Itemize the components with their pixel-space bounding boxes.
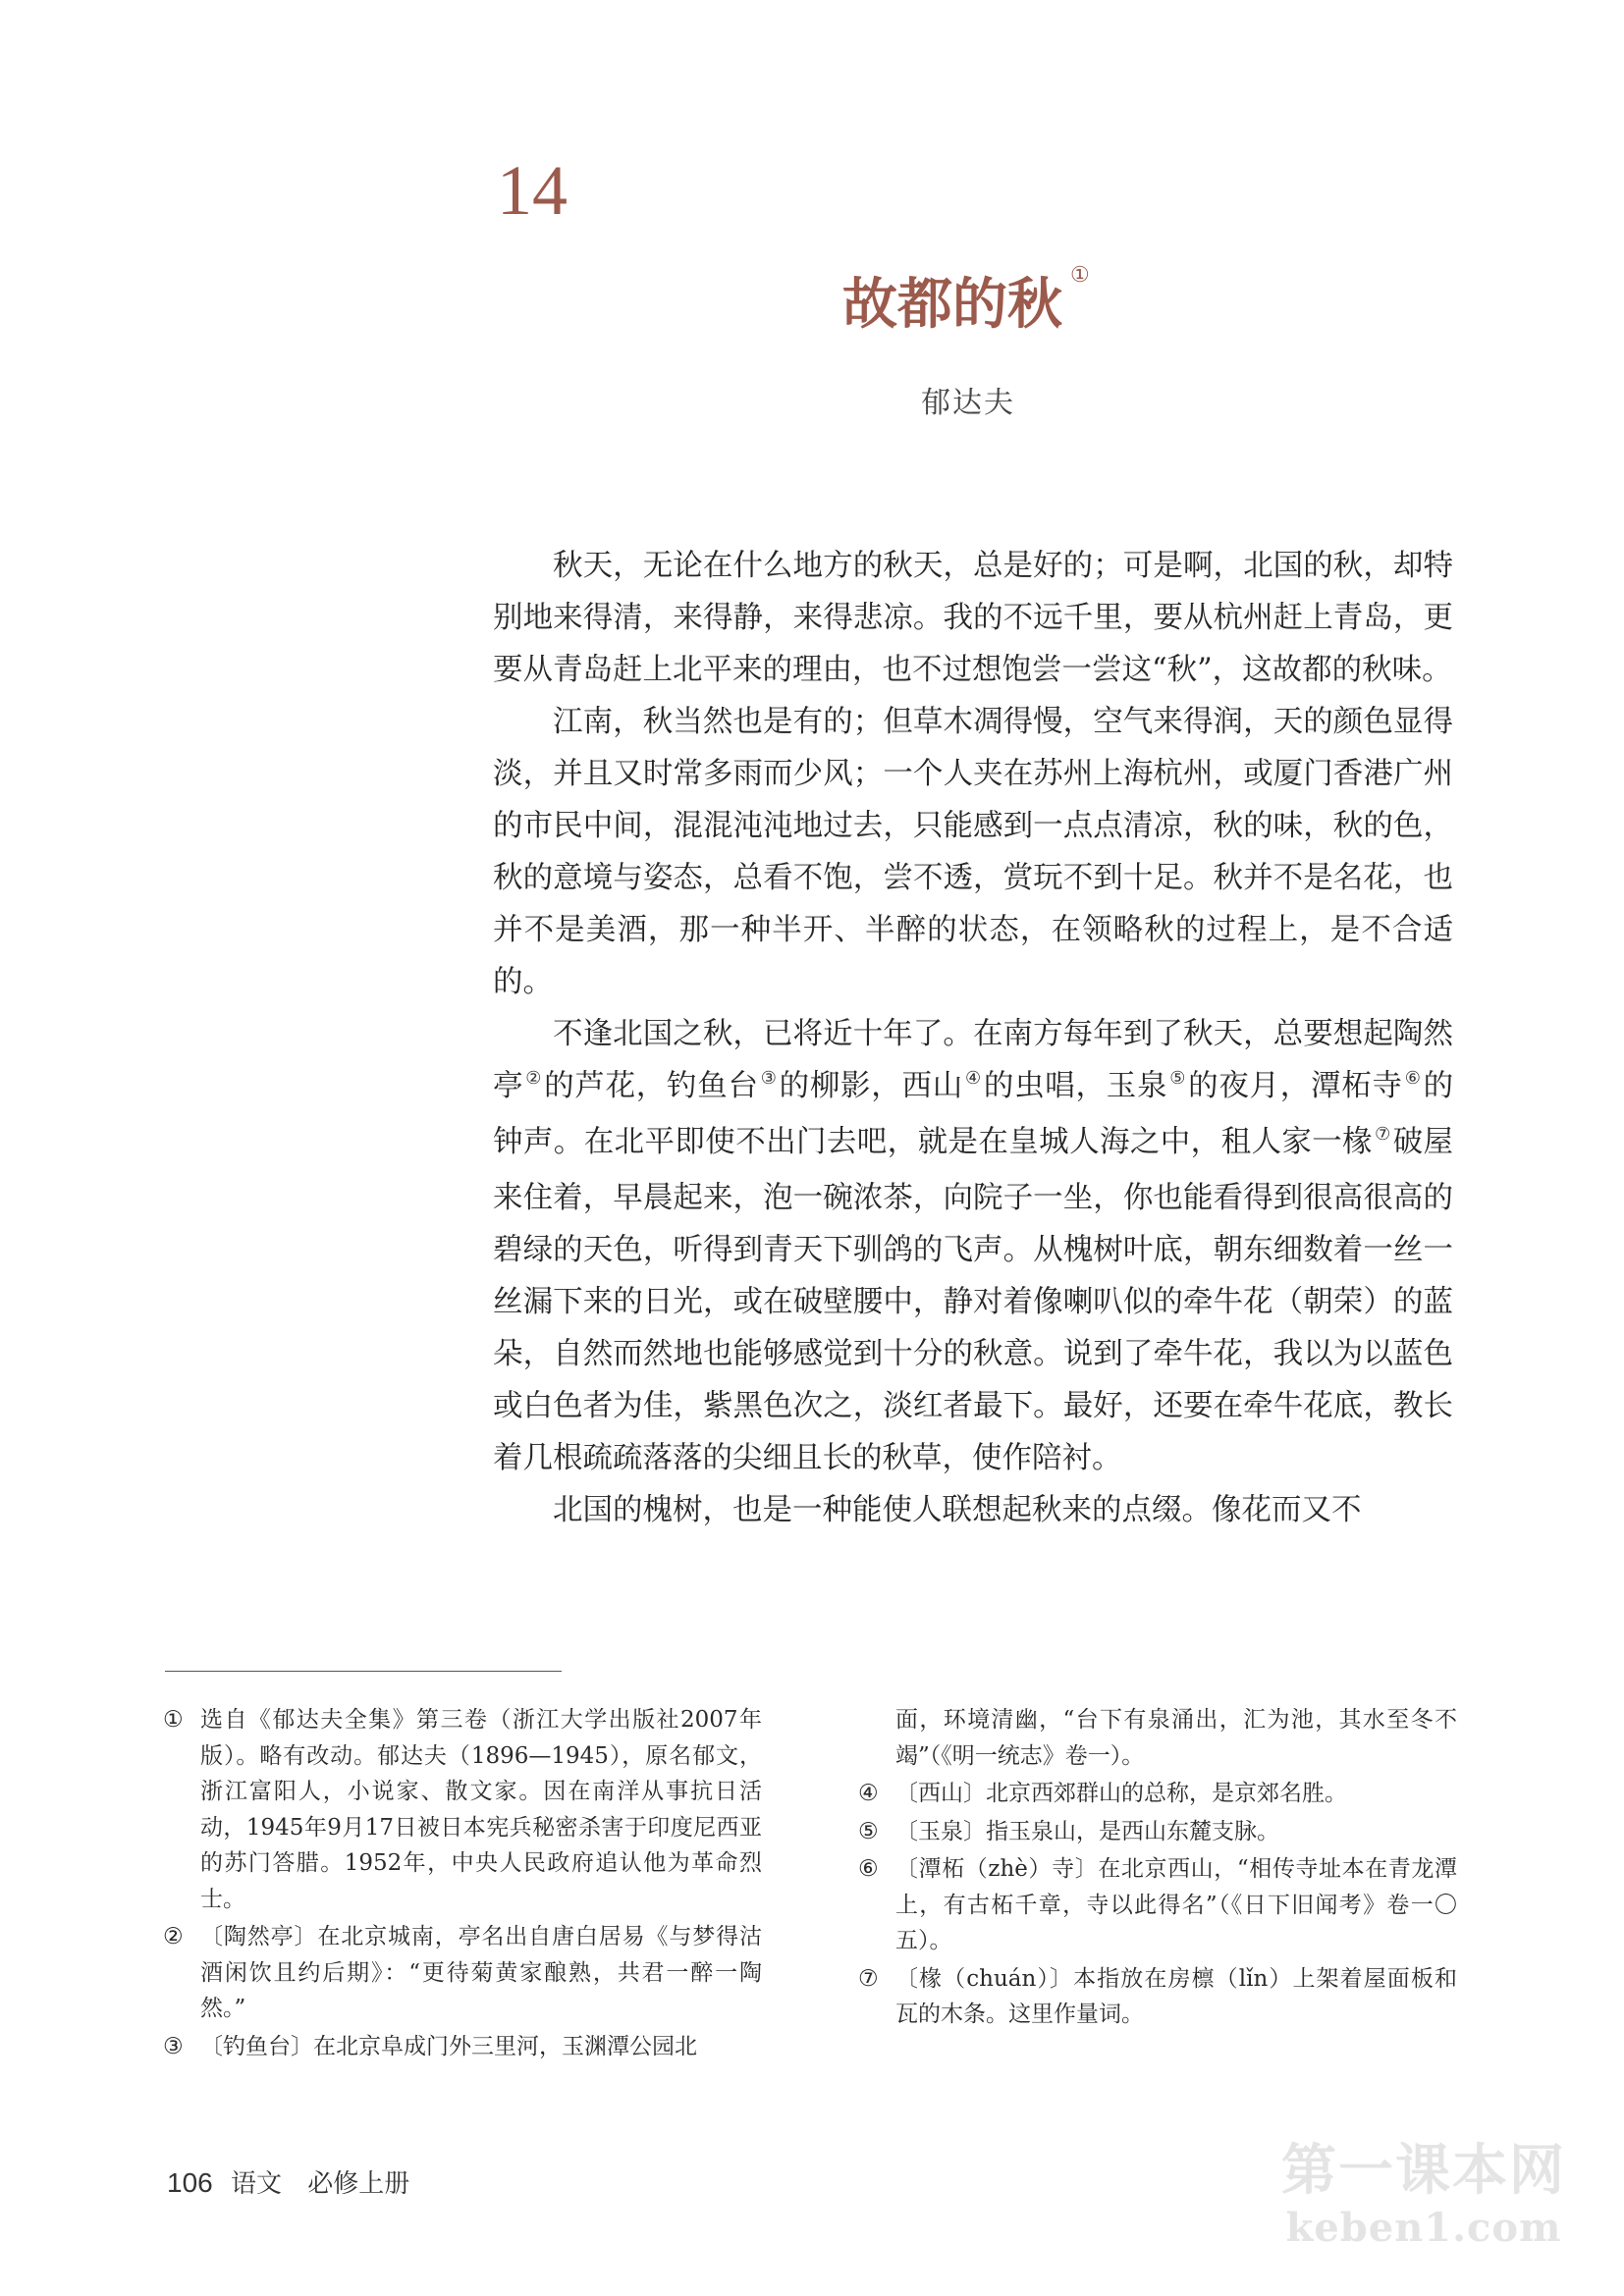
paragraph-3-part-7: 破屋来住着，早晨起来，泡一碗浓茶，向院子一坐，你也能看得到很高很高的碧绿的天色，听得到青天下驯鸽的飞声。从槐树叶底，朝东细数着一丝一丝漏下来的日光，或在破壁腰中，静对着像喇叭似的牵牛花（朝荣）的蓝朵，自然而然地也能够感觉到十分的秋意。说到了牵牛花，我以为以蓝色或白色者为佳，紫黑色次之，淡红者最下。最好，还要在牵牛花底，教长着几根疏疏落落的尖细且长的秋草，使作陪衬。: [493, 1125, 1454, 1475]
paragraph-3-part-3: 的柳影，西山: [779, 1069, 963, 1103]
footnote-7: [858, 1961, 1457, 2033]
footnote-4-text: 〔西山〕北京西郊群山的总称，是京郊名胜。: [895, 1781, 1347, 1806]
footnote-6-mark: ⑥: [858, 1856, 879, 1882]
watermark-site-name: 第一课本网: [1281, 2139, 1566, 2203]
footnote-ref-5[interactable]: ⑤: [1169, 1068, 1187, 1089]
paragraph-3-part-1: 不逢北国之秋，已将近十年了。在南方每年到了秋天，总要想起陶然亭: [493, 1017, 1453, 1103]
lesson-number: 14: [497, 151, 568, 230]
footnote-4: [858, 1776, 1457, 1812]
footnote-ref-2[interactable]: ②: [525, 1068, 543, 1089]
site-watermark: [1276, 2139, 1571, 2251]
footnote-3-text: 〔钓鱼台〕在北京阜成门外三里河，玉渊潭公园北: [200, 2033, 697, 2059]
footnote-2-text: 〔陶然亭〕在北京城南，亭名出自唐白居易《与梦得沽酒闲饮且约后期》：“更待菊黄家酿熟，共君一醉一陶然。”: [200, 1924, 762, 2021]
page-number: 106: [167, 2167, 213, 2198]
paragraph-2: 江南，秋当然也是有的；但草木凋得慢，空气来得润，天的颜色显得淡，并且又时常多雨而少风；一个人夹在苏州上海杭州，或厦门香港广州的市民中间，混混沌沌地过去，只能感到一点点清凉，秋的味，秋的色，秋的意境与姿态，总看不饱，尝不透，赏玩不到十足。秋并不是名花，也并不是美酒，那一种半开、半醉的状态，在领略秋的过程上，是不合适的。: [493, 705, 1453, 999]
paragraph-3: [493, 1008, 1453, 1484]
footnote-1-text: 选自《郁达夫全集》第三卷（浙江大学出版社2007年版）。略有改动。郁达夫（1896—1945），原名郁文，浙江富阳人，小说家、散文家。因在南洋从事抗日活动，1945年9月17日被日本宪兵秘密杀害于印度尼西亚的苏门答腊。1952年，中央人民政府追认他为革命烈士。: [200, 1707, 762, 1912]
paragraph-3-part-4: 的虫唱，玉泉: [983, 1069, 1168, 1103]
article-body: [493, 540, 1453, 1536]
footnote-6: [858, 1851, 1457, 1959]
footnote-7-text: 〔椽（chuán）〕本指放在房檩（lǐn）上架着屋面板和瓦的木条。这里作量词。: [895, 1965, 1457, 2027]
footnote-7-mark: ⑦: [858, 1965, 879, 1992]
page-footer: [167, 2169, 409, 2197]
footnote-divider: [165, 1671, 562, 1672]
footnote-ref-6[interactable]: ⑥: [1404, 1068, 1422, 1089]
footnote-3: [163, 2029, 762, 2065]
paragraph-4: 北国的槐树，也是一种能使人联想起秋来的点缀。像花而又不: [553, 1493, 1362, 1527]
footnote-2: [163, 1919, 762, 2027]
footnote-1: [163, 1702, 762, 1917]
footnote-2-mark: ②: [163, 1924, 184, 1949]
footnote-5-mark: ⑤: [858, 1818, 879, 1844]
book-name: 语文: [230, 2169, 282, 2199]
author-name: 郁达夫: [921, 386, 1015, 420]
lesson-title: [842, 263, 1090, 337]
paragraph-3-part-5: 的夜月，潭柘寺: [1188, 1069, 1403, 1103]
footnote-ref-4[interactable]: ④: [964, 1068, 982, 1089]
footnote-1-mark: ①: [163, 1707, 184, 1733]
footnotes-right-column: [858, 1702, 1457, 2035]
paragraph-3-part-2: 的芦花，钓鱼台: [544, 1069, 759, 1103]
footnote-ref-3[interactable]: ③: [760, 1068, 778, 1089]
paragraph-3-part-6: 的钟声。在北平即使不出门去吧，就是在皇城人海之中，租人家一椽: [493, 1069, 1454, 1159]
paragraph-1: 秋天，无论在什么地方的秋天，总是好的；可是啊，北国的秋，却特别地来得清，来得静，来得悲凉。我的不远千里，要从杭州赶上青岛，更要从青岛赶上北平来的理由，也不过想饱尝一尝这“秋”，这故都的秋味。: [493, 549, 1453, 687]
footnote-3-mark: ③: [163, 2033, 184, 2059]
footnote-ref-7[interactable]: ⑦: [1375, 1124, 1391, 1145]
footnote-3-continued: 面，环境清幽，“台下有泉涌出，汇为池，其水至冬不竭”（《明一统志》卷一）。: [895, 1707, 1457, 1769]
footnote-5: [858, 1814, 1457, 1850]
lesson-title-text: 故都的秋: [842, 272, 1062, 337]
watermark-url: keben1.com: [1285, 2205, 1562, 2251]
title-footnote-ref[interactable]: ①: [1070, 263, 1090, 289]
footnote-6-text: 〔潭柘（zhè）寺〕在北京西山，“相传寺址本在青龙潭上，有古柘千章，寺以此得名”（《日下旧闻考》卷一〇五）。: [895, 1856, 1457, 1953]
footnote-4-mark: ④: [858, 1781, 879, 1806]
footnotes-left-column: [163, 1702, 762, 2066]
volume-name: 必修上册: [307, 2169, 410, 2199]
footnote-5-text: 〔玉泉〕指玉泉山，是西山东麓支脉。: [895, 1818, 1279, 1844]
